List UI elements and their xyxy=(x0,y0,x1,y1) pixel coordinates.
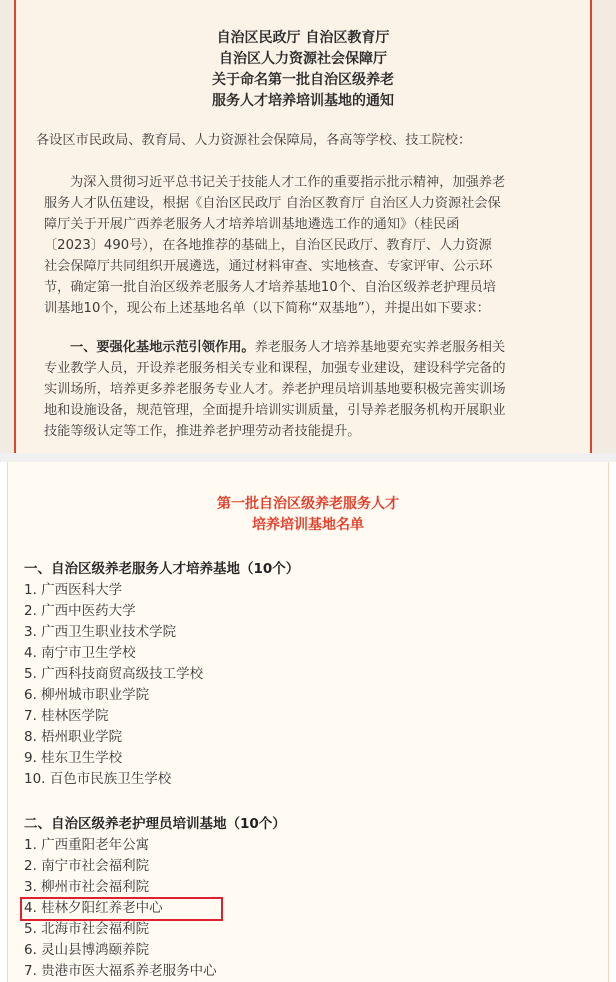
list-item: 6. 灵山县博鸿颐养院 xyxy=(24,942,150,958)
section-2-heading: 二、自治区级养老护理员培训基地（10个） xyxy=(24,816,286,832)
notice-card xyxy=(14,0,592,453)
body-line: 为深入贯彻习近平总书记关于技能人才工作的重要指示批示精神，加强养老 xyxy=(70,175,506,190)
body-line: 社会保障厅共同组织开展遴选，通过材料审查、实地核查、专家评审、公示环 xyxy=(44,259,493,274)
list-title-line: 第一批自治区级养老服务人才 xyxy=(217,496,399,512)
list-item: 7. 桂林医学院 xyxy=(24,708,109,724)
body-line: 训基地10个，现公布上述基地名单（以下简称“双基地”），并提出如下要求： xyxy=(44,301,490,316)
list-item: 3. 柳州市社会福利院 xyxy=(24,879,150,895)
list-item: 3. 广西卫生职业技术学院 xyxy=(24,624,177,640)
notice-salutation: 各设区市民政局、教育局、人力资源社会保障局，各高等学校、技工院校： xyxy=(36,133,472,148)
requirement-1-text: 养老服务人才培养基地要充实养老服务相关 xyxy=(254,340,506,355)
list-item: 5. 北海市社会福利院 xyxy=(24,921,150,937)
notice-title-line: 自治区人力资源社会保障厅 xyxy=(219,51,387,67)
notice-body xyxy=(44,172,570,319)
highlight-box xyxy=(20,897,223,921)
body-line: 障厅关于开展广西养老服务人才培养培训基地遴选工作的通知》（桂民函 xyxy=(44,217,460,232)
list-item: 10. 百色市民族卫生学校 xyxy=(24,771,172,787)
notice-title-line: 关于命名第一批自治区级养老 xyxy=(212,72,394,88)
list-panel xyxy=(7,462,609,982)
list-item: 2. 南宁市社会福利院 xyxy=(24,858,150,874)
list-item: 2. 广西中医药大学 xyxy=(24,603,136,619)
list-item: 7. 贵港市医大福系养老服务中心 xyxy=(24,963,217,979)
requirement-line: 实训场所，培养更多养老服务专业人才。养老护理员培训基地要积极完善实训场 xyxy=(44,382,506,397)
list-item-highlighted: 4. 桂林夕阳红养老中心 xyxy=(24,900,163,916)
section-divider xyxy=(0,453,616,462)
list-title-line: 培养培训基地名单 xyxy=(252,517,364,533)
requirement-line: 专业教学人员，开设养老服务相关专业和课程，加强专业建设，建设科学完备的 xyxy=(44,361,506,376)
notice-title-line: 服务人才培养培训基地的通知 xyxy=(212,93,394,109)
list-item: 9. 桂东卫生学校 xyxy=(24,750,123,766)
list-item: 8. 梧州职业学院 xyxy=(24,729,123,745)
list-item: 5. 广西科技商贸高级技工学校 xyxy=(24,666,204,682)
requirement-line: 技能等级认定等工作，推进养老护理劳动者技能提升。 xyxy=(44,424,361,439)
requirement-1-heading: 一、要强化基地示范引领作用。 xyxy=(70,340,255,355)
list-item: 6. 柳州城市职业学院 xyxy=(24,687,150,703)
notice-title-line: 自治区民政厅 自治区教育厅 xyxy=(216,30,390,46)
list-item: 1. 广西医科大学 xyxy=(24,582,123,598)
notice-panel xyxy=(0,0,616,453)
body-line: 服务人才队伍建设，根据《自治区民政厅 自治区教育厅 自治区人力资源社会保 xyxy=(44,196,501,211)
list-title xyxy=(8,494,608,536)
body-line: 〔2023〕490号），在各地推荐的基础上，自治区民政厅、教育厅、人力资源 xyxy=(44,238,492,253)
requirement-line: 地和设施设备，规范管理，全面提升培训实训质量，引导养老服务机构开展职业 xyxy=(44,403,506,418)
requirement-1 xyxy=(44,337,570,442)
list-item: 1. 广西重阳老年公寓 xyxy=(24,837,150,853)
section-1-heading: 一、自治区级养老服务人才培养基地（10个） xyxy=(24,561,300,577)
requirement-1-first-line xyxy=(44,337,570,358)
notice-title xyxy=(16,28,590,112)
list-item: 4. 南宁市卫生学校 xyxy=(24,645,136,661)
body-line: 节，确定第一批自治区级养老服务人才培养基地10个、自治区级养老护理员培 xyxy=(44,280,496,295)
